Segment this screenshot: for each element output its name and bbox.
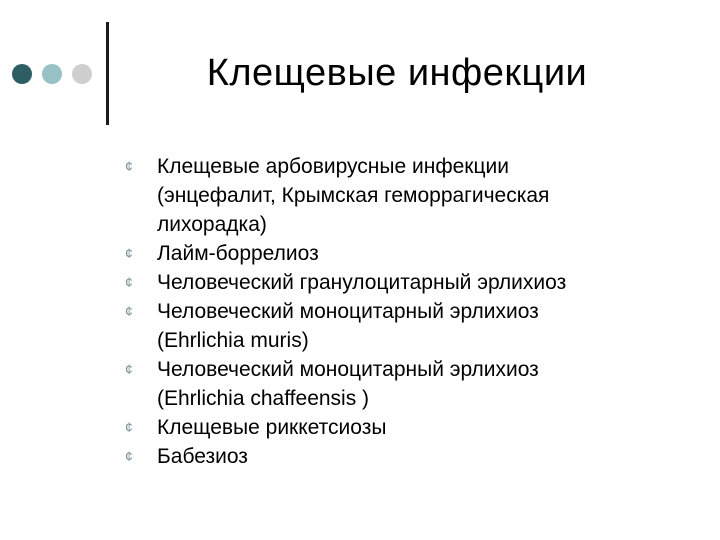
bullet-list (125, 152, 705, 471)
bullet-item (125, 152, 705, 239)
bullet-text-line: Лайм-боррелиоз (157, 242, 319, 265)
bullet-text-line: Человеческий гранулоцитарный эрлихиоз (157, 271, 567, 294)
bullet-text-line: (Ehrlichia muris) (157, 329, 309, 352)
bullet-text-line: Бабезиоз (157, 445, 248, 468)
circle-outline-icon: ¢ (125, 361, 133, 377)
decor-dot-dark (12, 64, 32, 84)
bullet-text-line: Клещевые арбовирусные инфекции (157, 155, 509, 178)
bullet-text-line: (Ehrlichia chaffeensis ) (157, 387, 370, 410)
decor-dot-mid (42, 64, 62, 84)
bullet-item (125, 297, 705, 355)
circle-outline-icon: ¢ (125, 303, 133, 319)
circle-outline-icon: ¢ (125, 448, 133, 464)
decor-dot-light (72, 64, 92, 84)
circle-outline-icon: ¢ (125, 158, 133, 174)
bullet-item (125, 355, 705, 413)
bullet-item (125, 268, 705, 297)
circle-outline-icon: ¢ (125, 245, 133, 261)
bullet-text-line: Человеческий моноцитарный эрлихиоз (157, 358, 539, 381)
title-divider (106, 22, 109, 125)
bullet-text-line: (энцефалит, Крымская геморрагическая (157, 184, 550, 207)
bullet-item (125, 413, 705, 442)
circle-outline-icon: ¢ (125, 274, 133, 290)
bullet-item (125, 239, 705, 268)
circle-outline-icon: ¢ (125, 419, 133, 435)
bullet-text-line: лихорадка) (157, 213, 267, 236)
bullet-text-line: Клещевые риккетсиозы (157, 416, 387, 439)
slide-title: Клещевые инфекции (206, 52, 588, 94)
bullet-text-line: Человеческий моноцитарный эрлихиоз (157, 300, 539, 323)
bullet-item (125, 442, 705, 471)
